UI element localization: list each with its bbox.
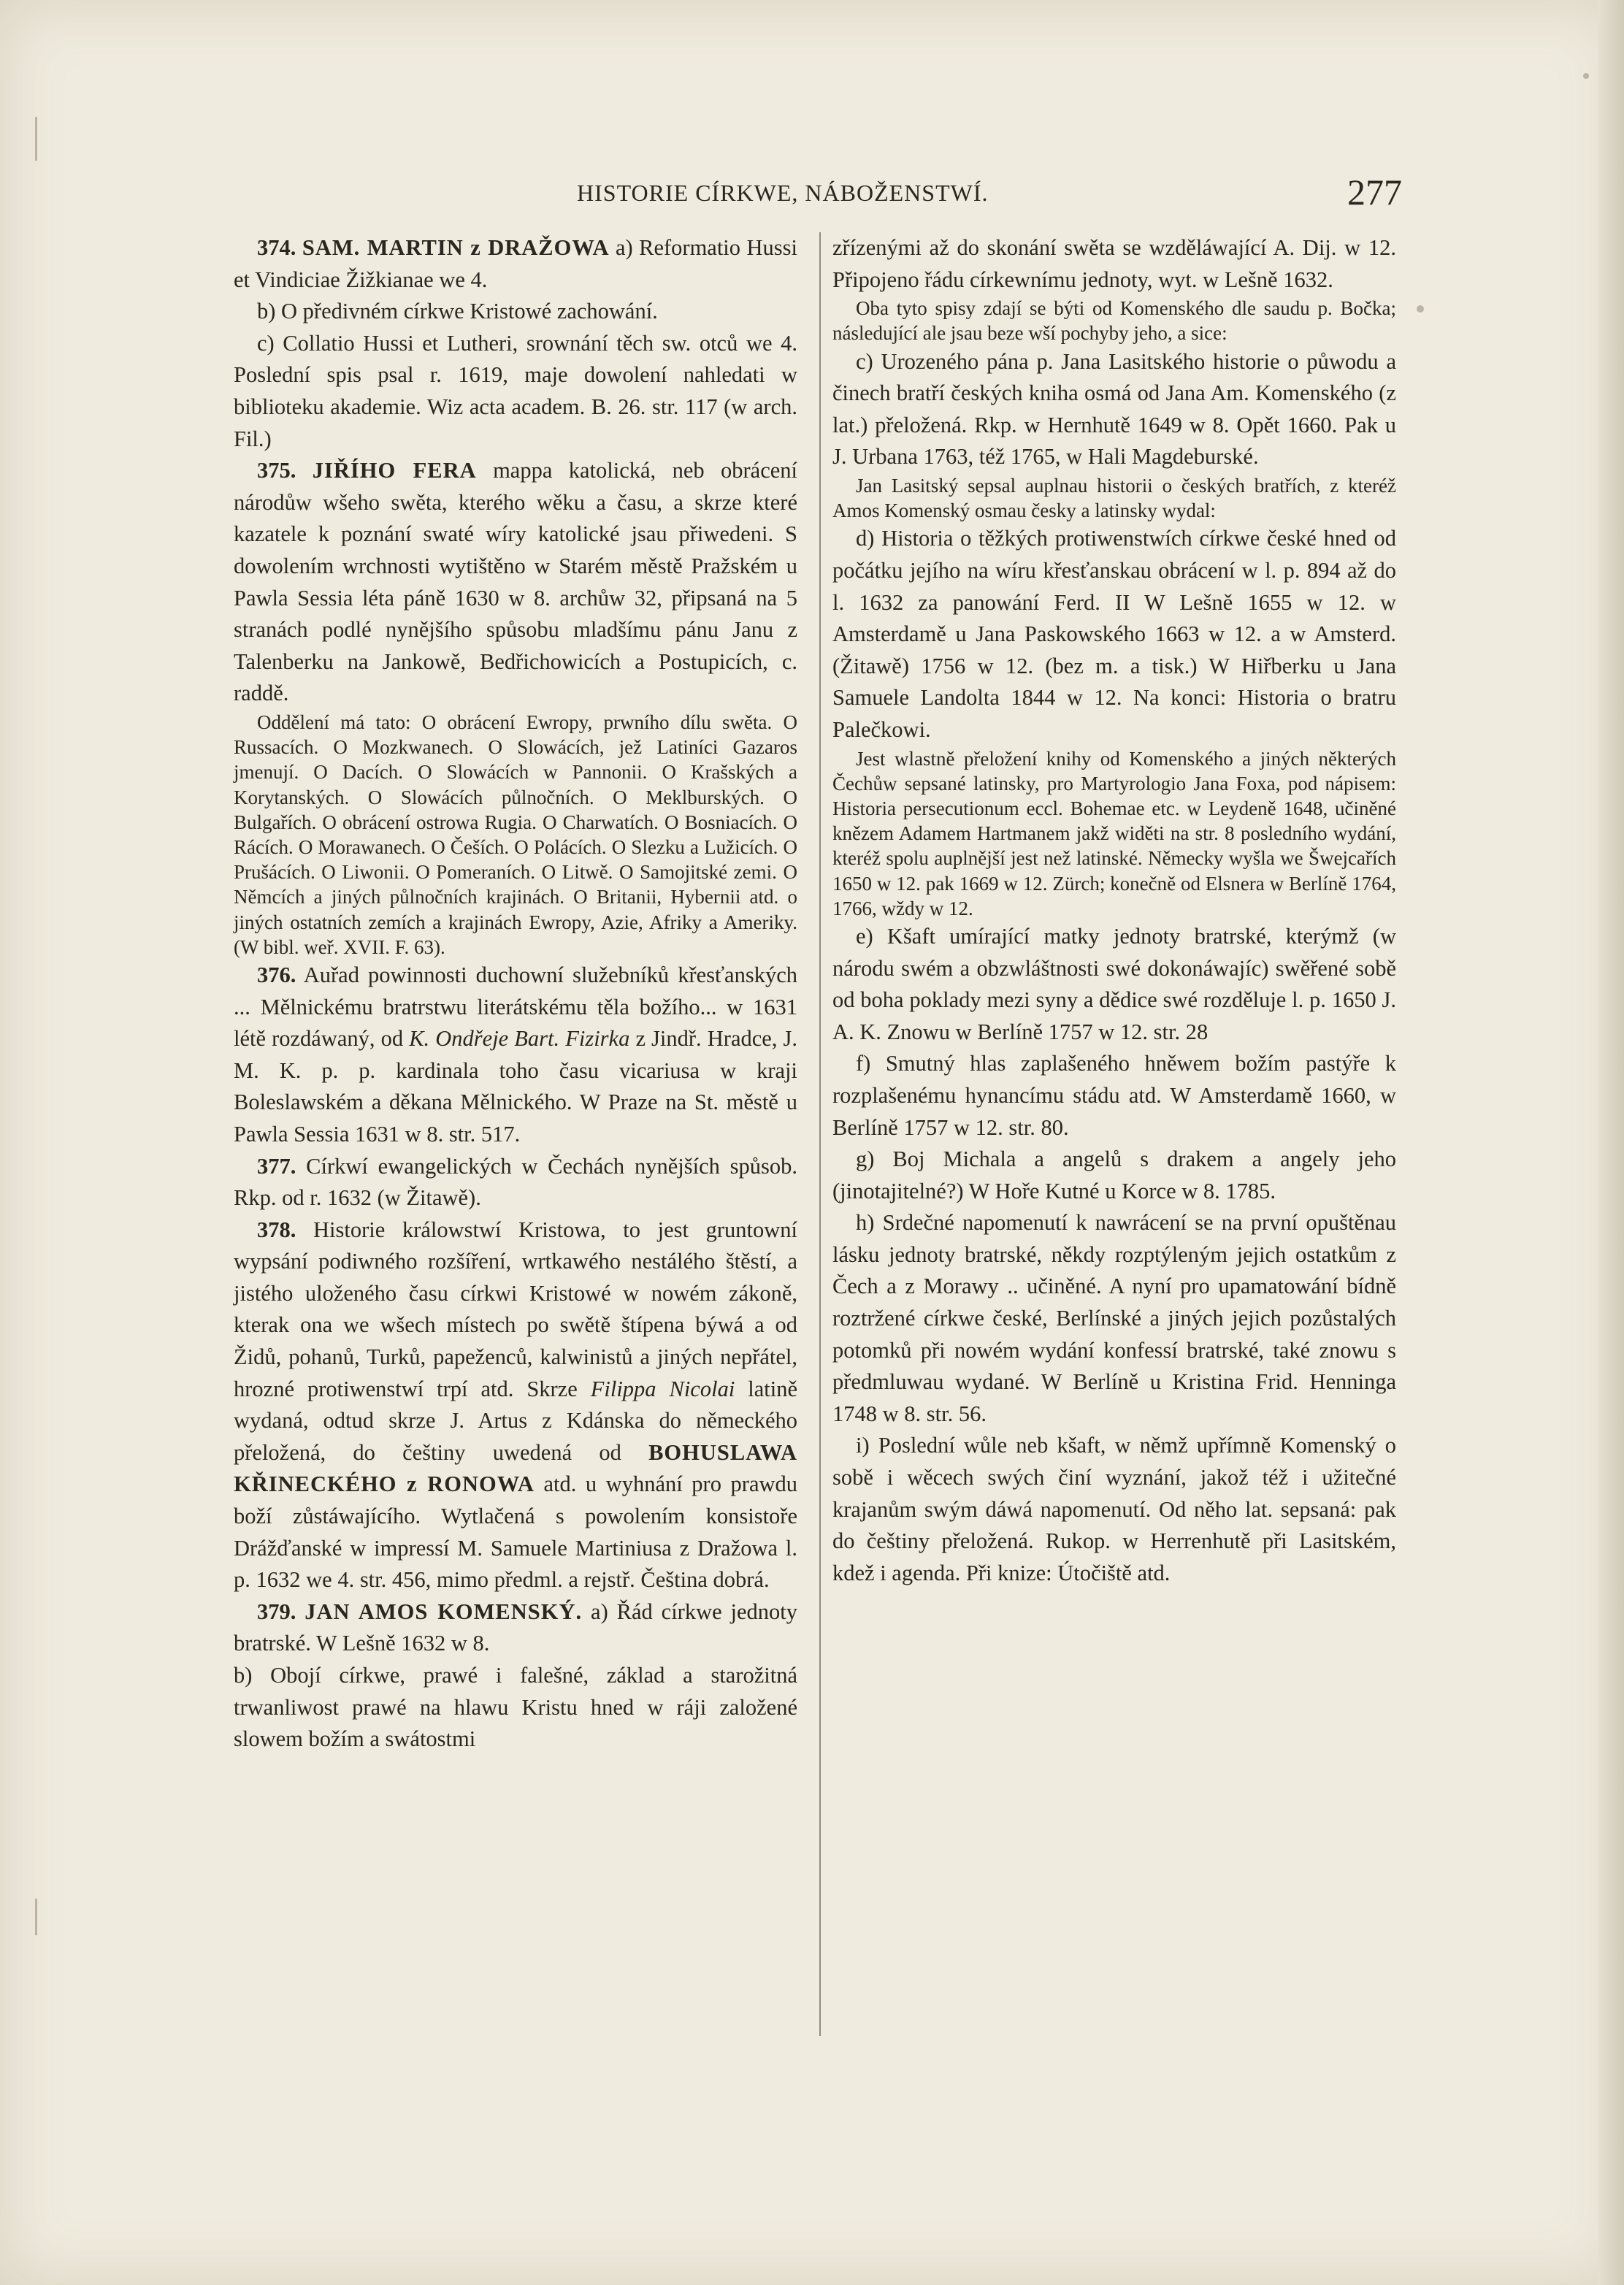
right-column <box>832 232 1396 1589</box>
entry-text: mappa katolická, neb obrácení národůw wšeho swěta, kterého wěku a času, a skrze které kazatele k poznání swaté wíry katolické jsau přiwedeni. S dowolením wrchnosti wytištěno w Starém městě Pražském u Pawla Sessia léta páně 1630 w 8. archůw 32, připsaná na 5 stranách podlé nynějšího spůsobu mladšímu pánu Janu z Talenberku na Jankowě, Bedřichowicích a Postupicích, c. raddě. <box>234 458 798 706</box>
spine-mark <box>35 117 37 161</box>
entry-379-e: e) Kšaft umírající matky jednoty bratrské, kterýmž (w národu swém a obzwláštnosti swé dokonáwajíc) swěřené sobě od boha poklady mezi syny a dědice swé rozděluje l. p. 1650 J. A. K. Znowu w Berlíně 1757 w 12. str. 28 <box>832 923 1396 1044</box>
entry-374-c: c) Collatio Hussi et Lutheri, srownání těch sw. otců we 4. Poslední spis psal r. 1619, maje dowolení nahledati w biblioteku akademie. Wiz acta academ. B. 26. str. 117 (w arch. Fil.) <box>234 330 797 451</box>
entry-378 <box>234 1214 797 1596</box>
entry-376 <box>234 960 797 1151</box>
paper-fleck <box>1417 305 1424 313</box>
entry-374 <box>234 232 797 296</box>
entry-number: 377. <box>257 1153 296 1179</box>
entry-377 <box>234 1151 797 1214</box>
column-divider <box>819 232 821 2036</box>
entry-text: Auřad powinnosti duchowní služebníků křesťanských ... Mělnickému bratrstwu literátskému těla božího... w 1631 létě rozdáwaný, od <box>234 962 797 1052</box>
person-name: Filippa Nicolai <box>590 1376 735 1401</box>
page-edge <box>1598 0 1624 2285</box>
note-lasitsky: Jan Lasitský sepsal auplnau historii o českých bratřích, z kteréž Amos Komenský osmau česky a latinsky wydal: <box>832 474 1396 522</box>
entry-379-h: h) Srdečné napomenutí k nawrácení se na první opuštěnau lásku jednoty bratrské, někdy rozptýleným jejich ostatkům z Čech a z Morawy .. učiněné. A nyní pro upamatowání bídně roztržené církwe české, Berlínské a jiných jejich pozůstalých potomků při nowém wydání konfessí bratrské, také znowu s předmluwau wydané. W Berlíně u Kristina Frid. Henninga 1748 w 8. str. 56. <box>832 1210 1396 1426</box>
person-name: K. Ondřeje Bart. Fizirka <box>409 1026 630 1052</box>
entry-379-i: i) Poslední wůle neb kšaft, w němž upřímně Komenský o sobě i wěcech swých činí wyznání, jakož též i užitečné krajanům swým dáwá napomenutí. Od něho lat. sepsaná: pak do češtiny přeložená. Rukop. w Herrenhutě při Lasitském, kdež i agenda. Při knize: Útočiště atd. <box>832 1433 1396 1585</box>
entry-text: a) Reformatio Hussi et Vindiciae Žižkianae we 4. <box>234 235 797 292</box>
entry-text: atd. u wyhnání pro prawdu boží zůstáwajícího. Wytlačená s powolením konsistoře Drážďanské w impressí M. Samuele Martiniusa z Dražowa l. p. 1632 we 4. str. 456, mimo předml. a rejstř. Čeština dobrá. <box>234 1471 798 1593</box>
running-head: HISTORIE CÍRKWE, NÁBOŽENSTWÍ. <box>577 180 989 206</box>
entry-379-c: c) Urozeného pána p. Jana Lasitského historie o půwodu a činech bratří českých kniha osmá od Jana Am. Komenského (z lat.) přeložená. Rkp. w Hernhutě 1649 w 8. Opět 1660. Pak u J. Urbana 1763, též 1765, w Hali Magdeburské. <box>832 348 1396 470</box>
author-name: BOHUSLAWA KŘINECKÉHO z RONOWA <box>234 1439 798 1497</box>
spine-mark <box>35 1899 37 1935</box>
entry-text: z Jindř. Hradce, J. M. K. p. p. kardinala toho času vicariusa w kraji Boleslawském a děkana Mělnického. W Praze na St. městě u Pawla Sessia 1631 w 8. str. 517. <box>234 1026 798 1147</box>
entry-379-g: g) Boj Michala a angelů s drakem a angely jeho (jinotajitelné?) W Hoře Kutné u Korce w 8. 1785. <box>832 1147 1396 1203</box>
author-name: JIŘÍHO FERA <box>312 458 477 483</box>
entry-number: 375. <box>257 458 296 483</box>
entry-number: 379. <box>257 1599 296 1624</box>
entry-text: Historie králowstwí Kristowa, to jest gruntowní wypsání podiwného rozšíření, wrtkawého nestálého štěstí, a jistého uloženého času církwi Kristowé w nowém zákoně, kterak ona we wšech místech po swětě štípena býwá a od Židů, pohanů, Turků, papeženců, kalwinistů a jiných nepřátel, hrozné protiwenstwí trpí atd. Skrze <box>234 1217 797 1401</box>
left-column <box>234 232 797 1756</box>
entry-text: a) Řád církwe jednoty bratrské. W Lešně 1632 w 8. <box>234 1599 798 1656</box>
author-name: SAM. MARTIN z DRAŽOWA <box>302 235 610 260</box>
page-header <box>234 172 1402 219</box>
entry-375-note: Oddělení má tato: O obrácení Ewropy, prwního dílu swěta. O Russacích. O Mozkwanech. O Slowácích, jež Latiníci Gazaros jmenují. O Dacích. O Slowácích w Pannonii. O Krašských a Korytanských. O Slowácích půlnočních. O Meklburských. O Bulgařích. O obrácení ostrowa Rugia. O Charwatích. O Bosniacích. O Rácích. O Morawanech. O Češích. O Polácích. O Slezku a Lužicích. O Prušácích. O Liwonii. O Pomeraních. O Litwě. O Samojitské zemi. O Němcích a jiných půlnočních krajinách. O Britanii, Hybernii atd. o jiných ostatních zemích a krajinách Ewropy, Azie, Afriky a Ameriky. (W bibl. weř. XVII. F. 63). <box>234 711 797 958</box>
entry-number: 376. <box>257 962 296 987</box>
entry-text: Církwí ewangelických w Čechách nynějších spůsob. Rkp. od r. 1632 (w Žitawě). <box>234 1153 798 1211</box>
note-martyrologium: Jest wlastně přeložení knihy od Komenského a jiných některých Čechůw sepsané latinsky, pro Martyrologio Jana Foxa, pod nápisem: Historia persecutionum eccl. Bohemae etc. w Leydeně 1648, učiněné knězem Adamem Hartmanem jakž widěti na str. 8 posledního wydání, kteréž spolu auplnější jest než latinské. Německy wyšla we Šwejcařích 1650 w 12. pak 1669 w 12. Zürch; konečně od Elsnera w Berlíně 1764, 1766, wždy w 12. <box>832 747 1396 919</box>
entry-374-b: b) O předivném církwe Kristowé zachowání. <box>257 299 658 324</box>
entry-379-b-cont: zřízenými až do skonání swěta se wzděláwající A. Dij. w 12. Připojeno řádu církewnímu jednoty, wyt. w Lešně 1632. <box>832 235 1396 292</box>
paper-fleck <box>1583 73 1589 79</box>
entry-379-b: b) Obojí církwe, prawé i falešné, základ a starožitná trwanliwost prawé na hlawu Kristu hned w ráji založené slowem božím a swátostmi <box>234 1663 797 1752</box>
entry-number: 374. <box>257 235 296 260</box>
page-number: 277 <box>1347 172 1402 213</box>
note-bocek: Oba tyto spisy zdají se býti od Komenského dle saudu p. Bočka; následující ale jsau beze wší pochyby jeho, a sice: <box>832 297 1396 345</box>
entry-375 <box>234 455 797 710</box>
author-name: JAN AMOS KOMENSKÝ. <box>304 1599 583 1624</box>
entry-number: 378. <box>257 1217 296 1242</box>
entry-379 <box>234 1596 797 1660</box>
entry-379-f: f) Smutný hlas zaplašeného hněwem božím pastýře k rozplašenému hynancímu stádu atd. W Amsterdamě 1660, w Berlíně 1757 w 12. str. 80. <box>832 1051 1396 1140</box>
entry-text: latině wydaná, odtud skrze J. Artus z Kdánska do německého přeložená, do češtiny uwedená od <box>234 1376 798 1465</box>
entry-379-d: d) Historia o těžkých protiwenstwích církwe české hned od počátku jejího na wíru křesťanskau obrácení w l. p. 894 až do l. 1632 za panowání Ferd. II W Lešně 1655 w 12. w Amsterdamě u Jana Paskowského 1663 w 12. a w Amsterd. (Žitawě) 1756 w 12. (bez m. a tisk.) W Hiřberku u Jana Samuele Landolta 1844 w 12. Na konci: Historia o bratru Palečkowi. <box>832 526 1396 742</box>
